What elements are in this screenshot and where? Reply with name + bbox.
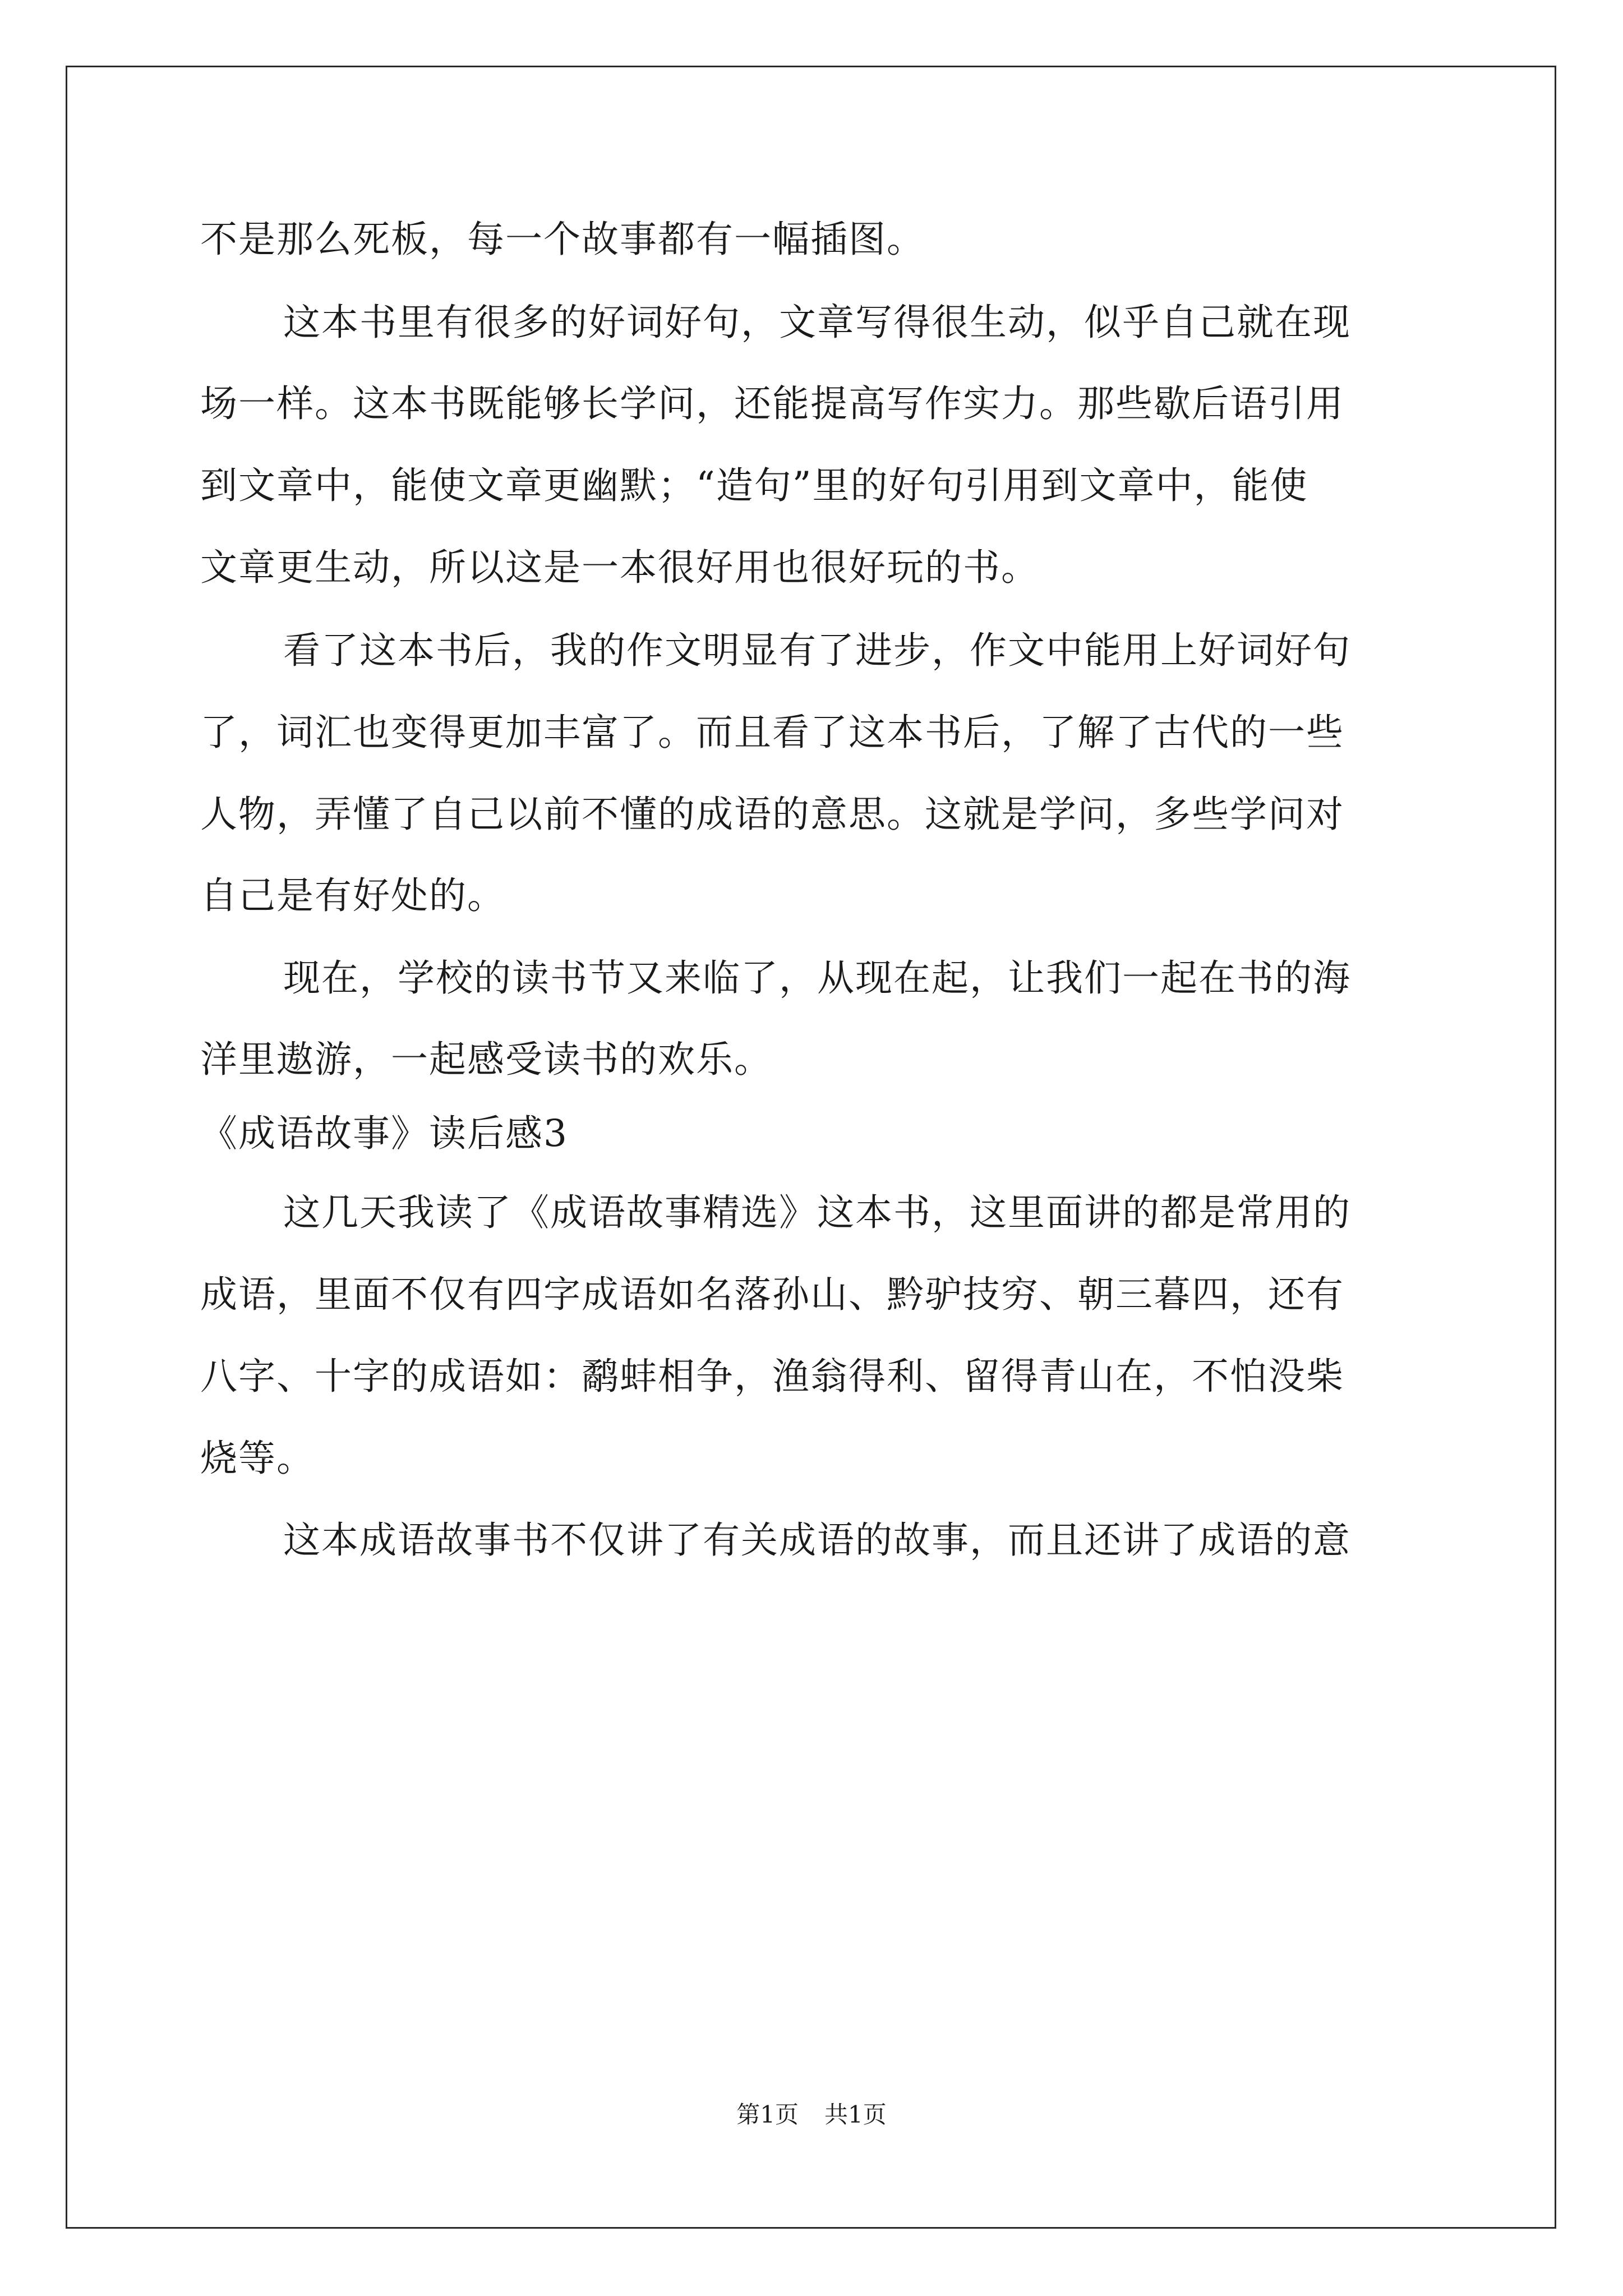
paragraph-line: 场一样。这本书既能够长学问，还能提高写作实力。那些歇后语引用 <box>200 382 1344 425</box>
paragraph-line: 洋里遨游，一起感受读书的欢乐。 <box>200 1038 772 1081</box>
paragraph-line: 不是那么死板，每一个故事都有一幅插图。 <box>200 218 925 261</box>
paragraph-line: 现在，学校的读书节又来临了，从现在起，让我们一起在书的海 <box>283 956 1351 1000</box>
paragraph-line: 文章更生动，所以这是一本很好用也很好玩的书。 <box>200 546 1039 589</box>
paragraph-line: 成语，里面不仅有四字成语如名落孙山、黔驴技穷、朝三暮四，还有 <box>200 1273 1344 1316</box>
paragraph-line: 这本成语故事书不仅讲了有关成语的故事，而且还讲了成语的意 <box>283 1519 1351 1562</box>
paragraph-line: 了，词汇也变得更加丰富了。而且看了这本书后，了解了古代的一些 <box>200 711 1344 754</box>
page-number: 第1页 <box>736 2101 799 2128</box>
paragraph-line: 这几天我读了《成语故事精选》这本书，这里面讲的都是常用的 <box>283 1191 1351 1234</box>
paragraph-line: 烧等。 <box>200 1437 315 1480</box>
paragraph-line: 看了这本书后，我的作文明显有了进步，作文中能用上好词好句 <box>283 629 1351 672</box>
paragraph-line: 自己是有好处的。 <box>200 874 505 917</box>
paragraph-line: 到文章中，能使文章更幽默；“造句”里的好句引用到文章中，能使 <box>200 464 1308 507</box>
page-total: 共1页 <box>824 2101 887 2128</box>
paragraph-line: 这本书里有很多的好词好句，文章写得很生动，似乎自己就在现 <box>283 301 1351 344</box>
paragraph-line: 人物，弄懂了自己以前不懂的成语的意思。这就是学问，多些学问对 <box>200 793 1344 836</box>
paragraph-line: 八字、十字的成语如：鹬蚌相争，渔翁得利、留得青山在，不怕没柴 <box>200 1355 1344 1398</box>
page-footer <box>0 2099 1623 2131</box>
section-heading: 《成语故事》读后感3 <box>200 1112 568 1155</box>
